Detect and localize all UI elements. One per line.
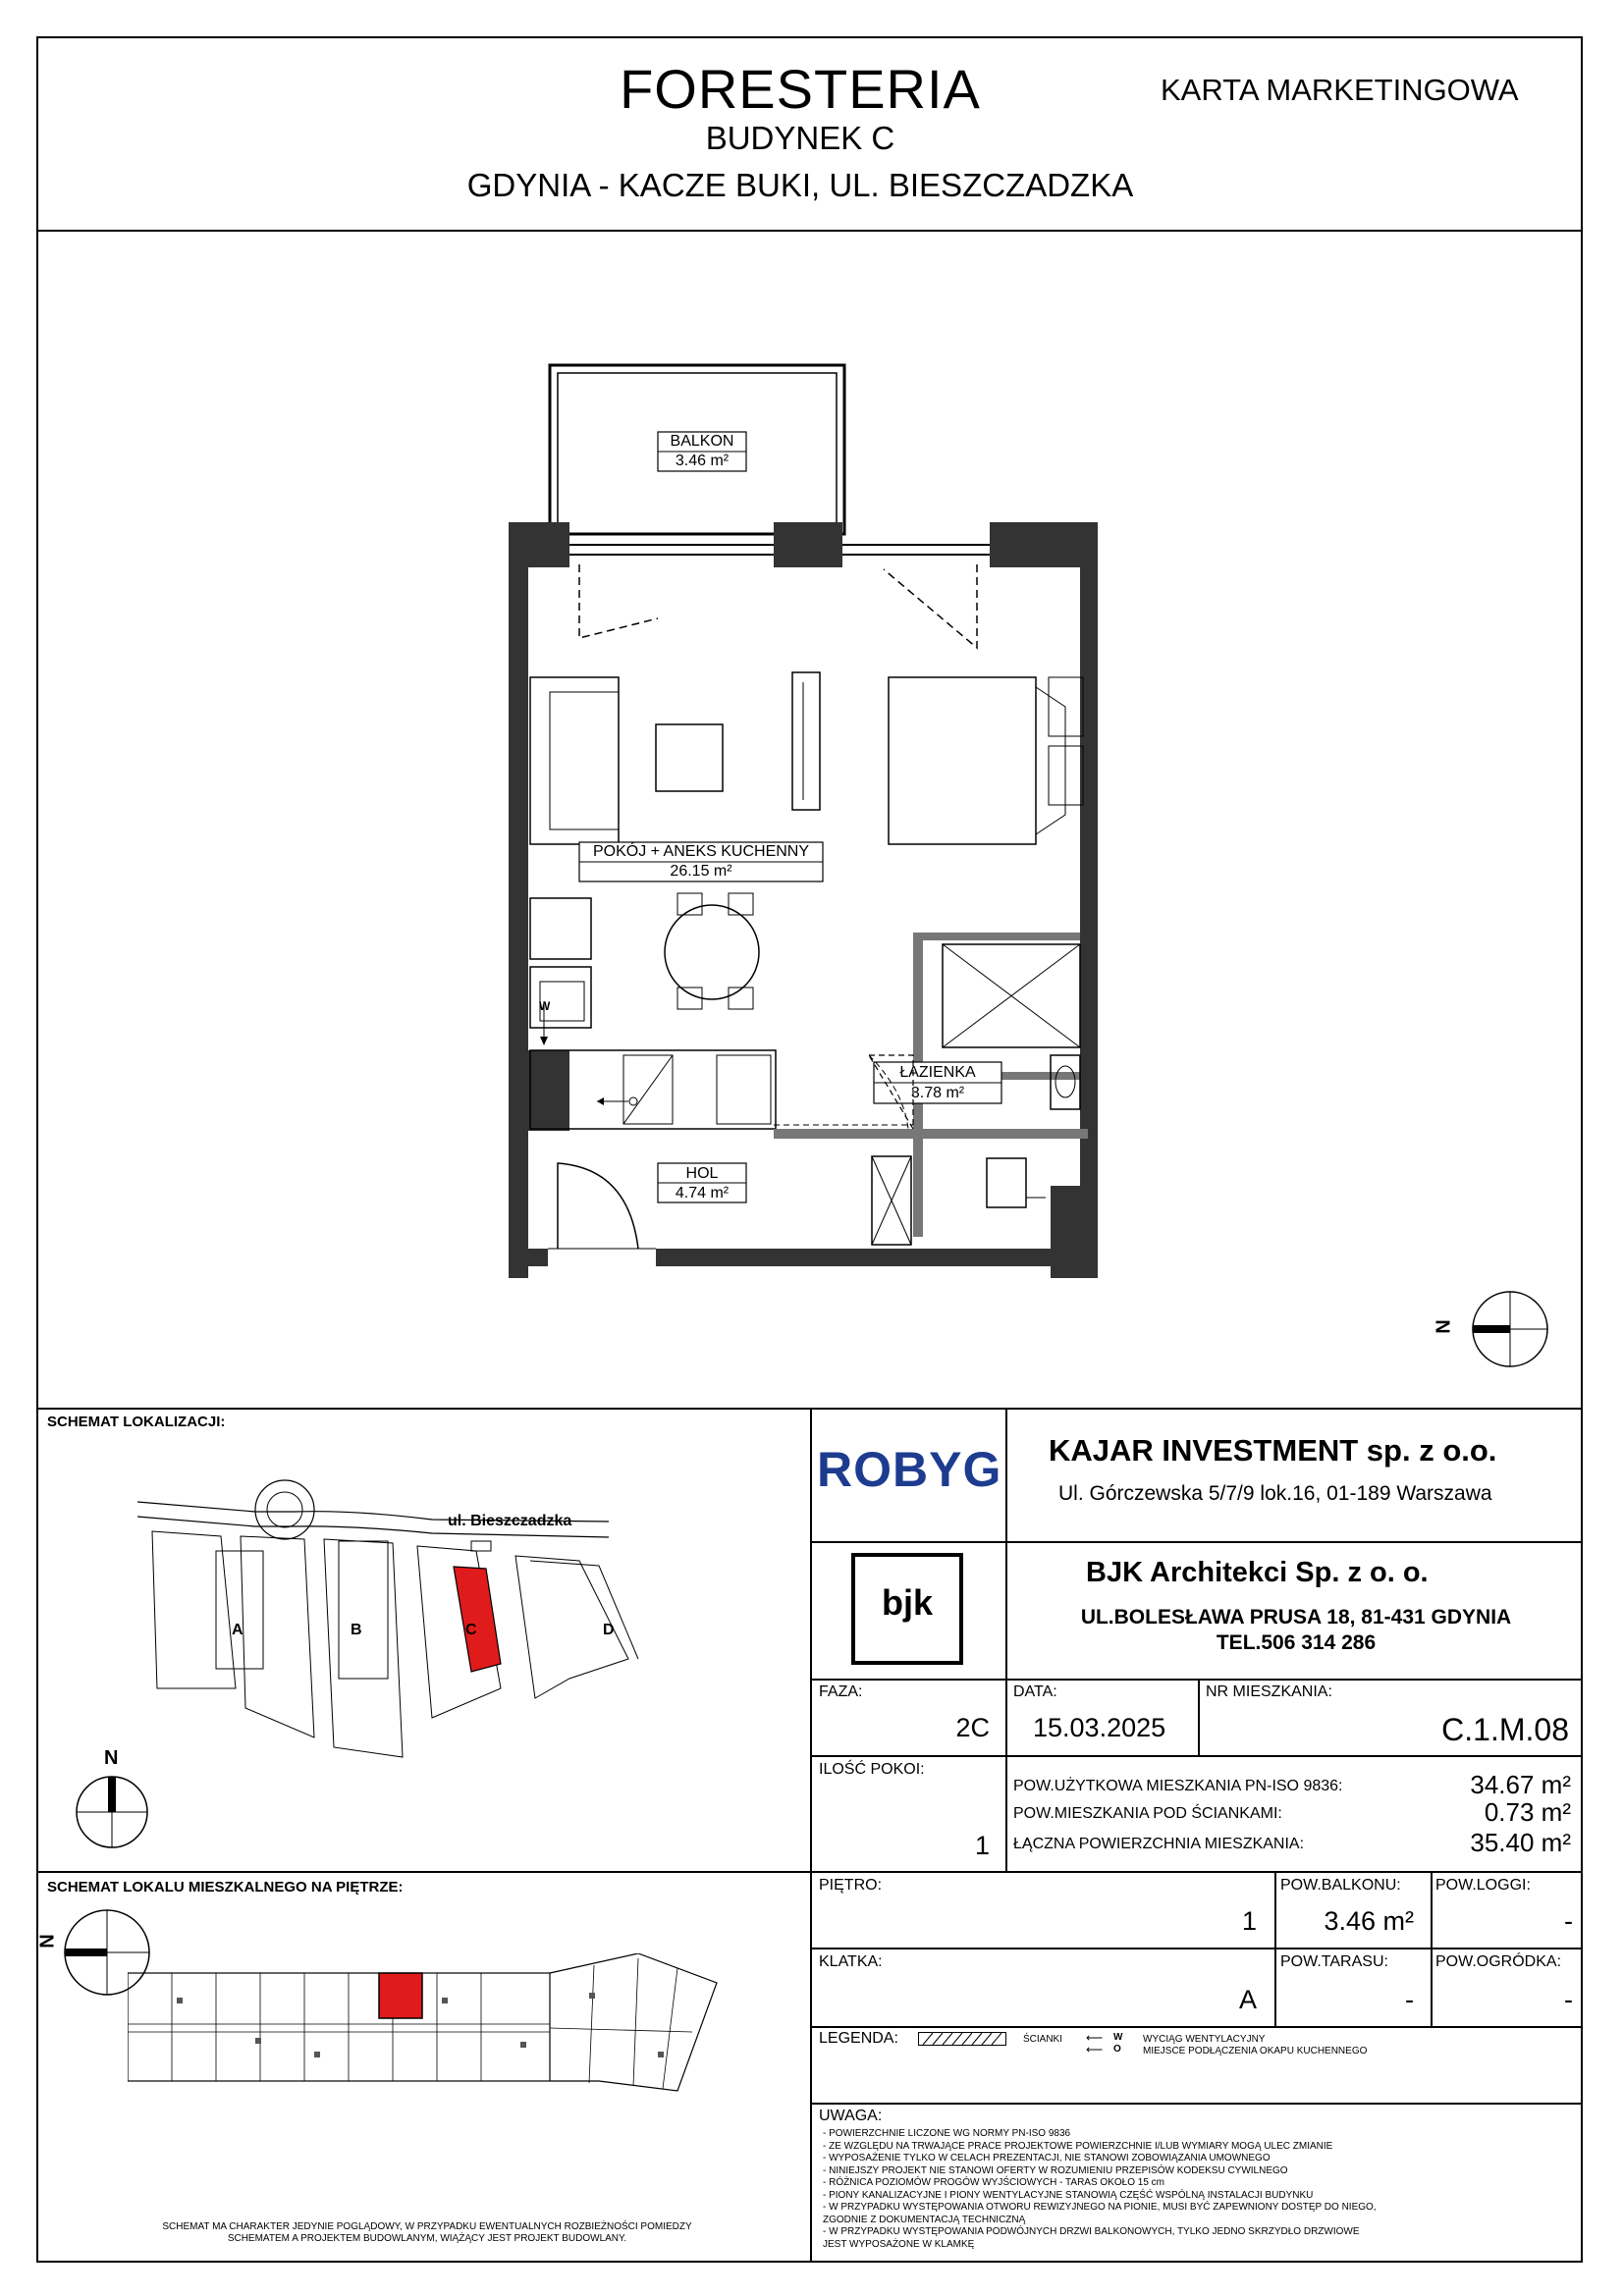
pokoje-value: 1 bbox=[974, 1831, 990, 1860]
floor-plan bbox=[491, 353, 1139, 1286]
klatka-value: A bbox=[1238, 1985, 1257, 2014]
developer-address: Ul. Górczewska 5/7/9 lok.16, 01-189 Warszawa bbox=[1058, 1482, 1492, 1505]
compass-icon bbox=[1471, 1290, 1549, 1368]
taras-value: - bbox=[1405, 1985, 1414, 2014]
floor-scheme-title: SCHEMAT LOKALU MIESZKALNEGO NA PIĘTRZE: bbox=[47, 1879, 404, 1896]
note-item: - PIONY KANALIZACYJNE I PIONY WENTYLACYJNE STANOWIĄ CZĘŚĆ WSPÓLNĄ INSTALACJI BUDYNKU bbox=[823, 2189, 1314, 2201]
row-divider-4 bbox=[810, 1871, 1583, 1873]
data-value: 15.03.2025 bbox=[1033, 1713, 1166, 1742]
disclaimer-line-2: SCHEMATEM A PROJEKTEM BUDOWLANYM, WIĄŻĄCY JEST PROJEKT BUDOWLANY. bbox=[227, 2233, 627, 2244]
building-c-label: C bbox=[465, 1622, 477, 1638]
floor-compass-n: N bbox=[36, 1934, 59, 1949]
date-divider bbox=[1198, 1679, 1200, 1755]
building-name: BUDYNEK C bbox=[705, 120, 895, 156]
building-b-label: B bbox=[351, 1622, 362, 1638]
balkon-value: 3.46 m² bbox=[1324, 1906, 1414, 1936]
area-value-2: 0.73 m² bbox=[1484, 1797, 1571, 1827]
pietro-label: PIĘTRO: bbox=[819, 1877, 883, 1894]
building-d-label: D bbox=[603, 1622, 615, 1638]
building-a-label: A bbox=[232, 1622, 243, 1638]
balkon-label: POW.BALKONU: bbox=[1280, 1877, 1401, 1894]
loggia-value: - bbox=[1564, 1906, 1573, 1936]
legend-walls: ŚCIANKI bbox=[1023, 2034, 1063, 2045]
room-name-lazienka: ŁAZIENKA bbox=[899, 1064, 976, 1081]
klatka-label: KLATKA: bbox=[819, 1953, 883, 1970]
legend-o-arrow-icon: ⟵ bbox=[1086, 2043, 1104, 2056]
header-divider bbox=[36, 230, 1583, 232]
legend-o-mark: O bbox=[1113, 2044, 1121, 2055]
row-divider-2 bbox=[810, 1679, 1583, 1681]
notes-title: UWAGA: bbox=[819, 2108, 883, 2124]
room-area-lazienka: 3.78 m² bbox=[910, 1085, 965, 1101]
card-type: KARTA MARKETINGOWA bbox=[1161, 73, 1519, 107]
room-area-hol: 4.74 m² bbox=[675, 1185, 730, 1201]
pokoje-label: ILOŚĆ POKOI: bbox=[819, 1761, 925, 1778]
robyg-logo: ROBYG bbox=[817, 1442, 1002, 1497]
faza-label: FAZA: bbox=[819, 1683, 863, 1700]
area-label-1: POW.UŻYTKOWA MIESZKANIA PN-ISO 9836: bbox=[1013, 1778, 1343, 1794]
area-label-3: ŁĄCZNA POWIERZCHNIA MIESZKANIA: bbox=[1013, 1836, 1305, 1852]
faza-value: 2C bbox=[955, 1713, 990, 1742]
loggia-label: POW.LOGGI: bbox=[1435, 1877, 1531, 1894]
row-divider-1 bbox=[810, 1541, 1583, 1543]
note-item: - POWIERZCHNIE LICZONE WG NORMY PN-ISO 9836 bbox=[823, 2128, 1071, 2139]
legend-w-mark: W bbox=[1113, 2032, 1123, 2043]
room-name-balkon: BALKON bbox=[670, 433, 734, 450]
room-area-balkon: 3.46 m² bbox=[675, 453, 730, 469]
street-label: ul. Bieszczadzka bbox=[448, 1513, 572, 1529]
area-value-1: 34.67 m² bbox=[1470, 1770, 1571, 1799]
floor-scheme-map bbox=[128, 1953, 727, 2101]
note-item: - ZE WZGLĘDU NA TRWAJĄCE PRACE PROJEKTOWE POWIERZCHNIE I/LUB WYMIARY MOGĄ ULEC ZMIANIE bbox=[823, 2140, 1333, 2152]
vent-mark: W bbox=[539, 999, 551, 1013]
row-divider-3 bbox=[810, 1755, 1583, 1757]
note-item: ZGODNIE Z DOKUMENTACJĄ TECHNICZNĄ bbox=[823, 2214, 1026, 2225]
legend-w-arrow-icon: ⟵ bbox=[1086, 2031, 1104, 2045]
ogrodek-value: - bbox=[1564, 1985, 1573, 2014]
room-area-pokoj: 26.15 m² bbox=[670, 863, 732, 880]
legend-o-text: MIEJSCE PODŁĄCZENIA OKAPU KUCHENNEGO bbox=[1143, 2046, 1368, 2056]
architect-phone: TEL.506 314 286 bbox=[1216, 1631, 1377, 1654]
project-address: GDYNIA - KACZE BUKI, UL. BIESZCZADZKA bbox=[466, 167, 1134, 203]
area-value-3: 35.40 m² bbox=[1470, 1828, 1571, 1857]
note-item: - W PRZYPADKU WYSTĘPOWANIA PODWÓJNYCH DRZWI BALKONOWYCH, TYLKO JEDNO SKRZYDŁO DRZWIOWE bbox=[823, 2226, 1360, 2237]
pokoje-divider bbox=[1005, 1755, 1007, 1871]
architect-address: UL.BOLESŁAWA PRUSA 18, 81-431 GDYNIA bbox=[1080, 1606, 1512, 1629]
taras-label: POW.TARASU: bbox=[1280, 1953, 1388, 1970]
nr-label: NR MIESZKANIA: bbox=[1206, 1683, 1332, 1700]
legend-w-text: WYCIĄG WENTYLACYJNY bbox=[1143, 2034, 1266, 2045]
area-label-2: POW.MIESZKANIA POD ŚCIANKAMI: bbox=[1013, 1805, 1282, 1822]
left-divider bbox=[36, 1871, 810, 1873]
location-map bbox=[137, 1463, 727, 1816]
location-compass-icon bbox=[75, 1775, 149, 1849]
note-item: - RÓŻNICA POZIOMÓW PROGÓW WYJŚCIOWYCH - TARAS OKOŁO 15 cm bbox=[823, 2177, 1164, 2188]
disclaimer-line-1: SCHEMAT MA CHARAKTER JEDYNIE POGLĄDOWY, W PRZYPADKU EWENTUALNYCH ROZBIEŻNOŚCI POMIEDZY bbox=[162, 2221, 692, 2232]
walls-hatch-icon bbox=[918, 2032, 1006, 2046]
project-title: FORESTERIA bbox=[620, 58, 981, 120]
note-item: JEST WYPOSAŻONE W KLAMKĘ bbox=[823, 2238, 975, 2250]
ogrodek-label: POW.OGRÓDKA: bbox=[1435, 1953, 1562, 1970]
data-label: DATA: bbox=[1013, 1683, 1057, 1700]
note-item: - WYPOSAŻENIE TYLKO W CELACH PREZENTACJI, NIE STANOWI ZOBOWIĄZANIA UMOWNEGO bbox=[823, 2153, 1271, 2163]
note-item: - W PRZYPADKU WYSTĘPOWANIA OTWORU REWIZYJNEGO NA PIONIE, MUSI BYĆ ZAPEWNIONY DOSTĘP DO NIEGO, bbox=[823, 2202, 1377, 2213]
developer-name: KAJAR INVESTMENT sp. z o.o. bbox=[1049, 1433, 1497, 1468]
legend-title: LEGENDA: bbox=[819, 2030, 898, 2047]
row-divider-5 bbox=[810, 1948, 1583, 1949]
notes-list bbox=[823, 2128, 1569, 2251]
architect-name: BJK Architekci Sp. z o. o. bbox=[1086, 1557, 1429, 1588]
bjk-logo: bjk bbox=[881, 1582, 933, 1623]
row-divider-7 bbox=[810, 2103, 1583, 2105]
compass-n-label: N bbox=[1433, 1319, 1455, 1334]
location-title: SCHEMAT LOKALIZACJI: bbox=[47, 1414, 226, 1430]
room-name-pokoj: POKÓJ + ANEKS KUCHENNY bbox=[592, 843, 810, 860]
nr-value: C.1.M.08 bbox=[1441, 1712, 1569, 1747]
logo-column-divider bbox=[1005, 1408, 1007, 1755]
room-name-hol: HOL bbox=[685, 1165, 719, 1182]
balkon-divider bbox=[1431, 1871, 1433, 2026]
pietro-value: 1 bbox=[1241, 1906, 1257, 1936]
note-item: - NINIEJSZY PROJEKT NIE STANOWI OFERTY W ROZUMIENIU PRZEPISÓW KODEKSU CYWILNEGO bbox=[823, 2164, 1288, 2176]
location-compass-n: N bbox=[104, 1747, 119, 1769]
row-divider-6 bbox=[810, 2026, 1583, 2028]
bottom-vertical-divider bbox=[810, 1408, 812, 2263]
